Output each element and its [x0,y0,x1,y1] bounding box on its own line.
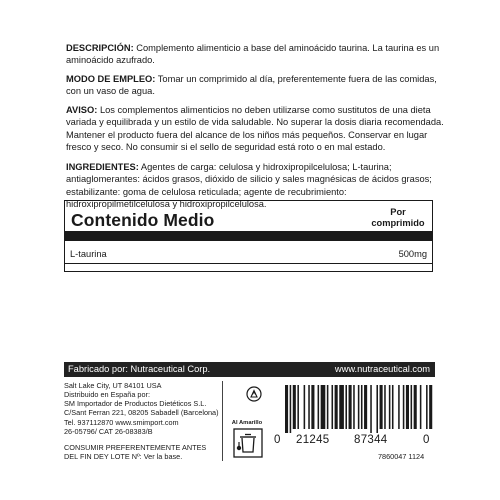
barcode-bar [349,385,352,429]
barcode-bar [398,385,400,429]
barcode-bar [361,385,363,429]
best-before-line-2: DEL FIN DEY LOTE Nº: Ver la base. [64,452,183,462]
barcode-bar [339,385,344,429]
nutrition-header-bar [65,231,432,241]
warning-text: Los complementos alimenticios no deben utilizarse como sustitutos de una dieta variada y equilibrada y un estilo de vida saludable. No superar la dosis diaria recomendada. Mantener el producto fuera del alcance de los niños más pequeños. Conservar en lugar fresco y seco. No consumir si el sello de seguridad está roto o en mal estado. [66,105,444,153]
barcode-bar [297,385,299,429]
lot-code: 7860047 1124 [378,452,425,461]
usage-label: MODO DE EMPLEO: [66,74,156,84]
address-line: 26-05796/ CAT 26-08383/B [64,426,153,436]
nutrition-row [65,249,432,263]
ingredients-label: INGREDIENTES: [66,162,139,172]
barcode-bar [358,385,360,429]
barcode-bar [308,385,310,429]
per-line-2: comprimido [371,217,425,228]
barcode-bar [411,385,413,429]
manufacturer-website: www.nutraceutical.com [334,363,430,374]
address-line: Tel. 937112870 www.smimport.com [64,417,179,427]
address-line: Distribuido en España por: [64,390,150,400]
barcode-bar [290,385,292,433]
barcode-bar [364,385,367,429]
manufacturer-name: Fabricado por: Nutraceutical Corp. [68,363,211,374]
barcode-bar [304,385,306,429]
barcode-bar [321,385,326,429]
barcode-bar [403,385,405,429]
barcode-bar [345,385,347,429]
barcode-bar [426,385,428,429]
barcode-bar [392,385,394,429]
barcode-bar [335,385,338,429]
barcode-bar [389,385,391,429]
barcode-bar [414,385,417,429]
nutrition-title: Contenido Medio [71,210,215,230]
barcode-icon [285,385,435,433]
barcode-bar [285,385,288,433]
recycle-icon [246,386,262,402]
barcode-bar [384,385,386,429]
warning-label: AVISO: [66,105,98,115]
manufacturer-bar [64,362,435,377]
description-paragraph [66,42,446,67]
nutrition-row-divider [65,263,432,264]
description-label: DESCRIPCIÓN: [66,43,134,53]
usage-text: Tomar un comprimido al día, preferentemente fuera de las comidas, con un vaso de agua. [66,74,437,97]
recycle-container-label: Al Amarillo [231,420,263,426]
barcode-bar [406,385,409,429]
description-text: Complemento alimenticio a base del aminoácido taurina. La taurina es un aminoácido azufrado. [66,43,440,66]
barcode-bar [380,385,383,429]
barcode-bar [318,385,320,429]
nutrition-table [64,200,433,272]
barcode-first-digit: 0 [274,434,281,446]
nutrient-value: 500mg [398,249,427,259]
trash-bin-icon [233,428,263,458]
address-line: Salt Lake City, UT 84101 USA [64,381,162,390]
barcode-bar [353,385,355,429]
barcode-bar [429,385,432,429]
per-line-1: Por [390,207,406,217]
barcode-bar [293,385,296,429]
ingredients-text: Agentes de carga: celulosa y hidroxipropilcelulosa; L-taurina; antiaglomerantes: ácidos grasos, dióxido de silicio y sales magnésicas de ácidos grasos; estabilizante: goma de celulosa reticulada; agente de recubrimiento: hidroxipropilmetilcelulosa y hidroxipropilcelulosa. [66,162,432,210]
barcode-bar [311,385,314,429]
usage-paragraph [66,73,446,98]
vertical-divider [222,381,223,461]
distributor-address [64,381,219,436]
nutrition-per-serving-header [369,207,427,228]
barcode-last-digit: 0 [423,434,430,446]
barcode-bar [376,385,378,433]
best-before-notice [64,443,206,461]
barcode-digit-group-1: 21245 [296,434,330,446]
barcode-bar [420,385,422,429]
address-line: C/Sant Ferran 221, 08205 Sabadell (Barcelona) [64,408,219,418]
address-line: SM Importador de Productos Dietéticos S.L. [64,399,207,409]
barcode-digit-group-2: 87344 [354,434,388,446]
warning-paragraph [66,104,446,154]
barcode-bar [370,385,372,433]
barcode-bar [332,385,334,429]
best-before-line-1: CONSUMIR PREFERENTEMENTE ANTES [64,443,207,452]
nutrient-name: L-taurina [70,249,107,259]
barcode-bar [327,385,329,429]
